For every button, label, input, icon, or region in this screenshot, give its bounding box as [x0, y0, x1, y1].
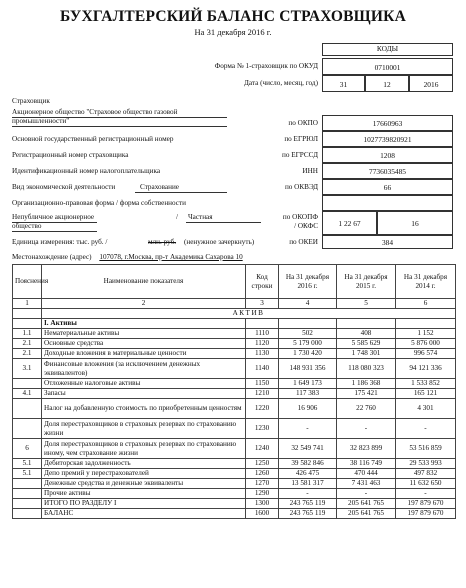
row-name: Депо премий у перестрахователей [42, 469, 246, 479]
date-day: 31 [322, 75, 365, 92]
table-row [13, 379, 456, 389]
row-name: Нематериальные активы [42, 329, 246, 339]
date-label: Дата (число, месяц, год) [243, 79, 318, 87]
subsection-blank [246, 319, 279, 329]
row-value-2016: 1 649 173 [279, 379, 337, 389]
okopf-label-line1: по ОКОПФ [282, 213, 318, 221]
row-value-2014: 165 121 [396, 389, 456, 399]
row-value-2015: 22 760 [337, 399, 396, 419]
ownership-value: Частная [188, 213, 213, 221]
row-value-2014: 94 121 336 [396, 359, 456, 379]
row-value-2014: 197 879 670 [396, 499, 456, 509]
header-code: Код строки [246, 265, 279, 299]
table-row [13, 469, 456, 479]
address-line [12, 253, 243, 262]
address-value: 107078, г.Москва, пр-т Академика Сахарова 10 [99, 253, 243, 261]
row-value-2015: - [337, 419, 396, 439]
inn-code: 7736035485 [322, 163, 453, 179]
okei-label: по ОКЕИ [289, 238, 318, 246]
subsection-blank [279, 319, 337, 329]
col-number: 2 [42, 299, 246, 309]
table-row [13, 479, 456, 489]
row-code: 1240 [246, 439, 279, 459]
table-row [13, 439, 456, 459]
row-value-2015: 1 186 368 [337, 379, 396, 389]
header-2015: На 31 декабря 2015 г. [337, 265, 396, 299]
inn-desc: Идентификационный номер налогоплательщика [12, 167, 161, 175]
row-value-2015: 175 421 [337, 389, 396, 399]
row-note [13, 419, 42, 439]
ogrn-label: по ЕГРЮЛ [284, 135, 318, 143]
row-value-2014: 1 533 852 [396, 379, 456, 389]
table-row [13, 339, 456, 349]
row-code: 1600 [246, 509, 279, 519]
row-note [13, 379, 42, 389]
row-value-2016: 148 931 356 [279, 359, 337, 379]
col-number: 6 [396, 299, 456, 309]
row-value-2014: 29 533 993 [396, 459, 456, 469]
balance-table [12, 264, 456, 519]
row-name: Дебиторская задолженность [42, 459, 246, 469]
table-row [13, 349, 456, 359]
row-value-2015: 205 641 765 [337, 499, 396, 509]
row-code: 1230 [246, 419, 279, 439]
okpo-code: 17660963 [322, 115, 453, 131]
row-value-2016: 502 [279, 329, 337, 339]
okpo-label: по ОКПО [288, 119, 318, 127]
row-code: 1260 [246, 469, 279, 479]
okud-label: Форма № 1-страховщик по ОКУД [214, 62, 318, 70]
reg-label: по ЕГРССД [281, 151, 318, 159]
row-value-2014: 1 152 [396, 329, 456, 339]
row-value-2016: 16 906 [279, 399, 337, 419]
row-value-2016: 5 179 000 [279, 339, 337, 349]
header-note: Пояснения [13, 265, 42, 299]
row-code: 1210 [246, 389, 279, 399]
reg-code: 1208 [322, 147, 453, 163]
page-title: БУХГАЛТЕРСКИЙ БАЛАНС СТРАХОВЩИКА [60, 8, 406, 25]
date-year: 2016 [409, 75, 453, 92]
subsection-title: I. Активы [42, 319, 246, 329]
row-note: 4.1 [13, 389, 42, 399]
activity-desc: Вид экономической деятельности [12, 183, 116, 191]
row-name: Доля перестраховщиков в страховых резервах по страхованию жизни [42, 419, 246, 439]
insurer-underline-1 [12, 117, 227, 118]
row-value-2015: 470 444 [337, 469, 396, 479]
reg-desc: Регистрационный номер страховщика [12, 151, 129, 159]
row-note [13, 489, 42, 499]
legal-form-line2: общество [12, 222, 42, 230]
ownership-underline [186, 222, 261, 223]
okopf-code: 1 22 67 [322, 211, 377, 235]
row-name: Запасы [42, 389, 246, 399]
table-row [13, 359, 456, 379]
row-value-2016: 243 765 119 [279, 499, 337, 509]
row-name: Денежные средства и денежные эквиваленты [42, 479, 246, 489]
row-value-2014: 497 832 [396, 469, 456, 479]
row-value-2015: 5 585 629 [337, 339, 396, 349]
okved-code: 66 [322, 179, 453, 195]
row-code: 1300 [246, 499, 279, 509]
insurer-name-line2: промышленности" [12, 117, 70, 125]
row-note: 2.1 [13, 349, 42, 359]
col-number: 1 [13, 299, 42, 309]
okved-label: по ОКВЭД [284, 183, 318, 191]
row-name: ИТОГО ПО РАЗДЕЛУ I [42, 499, 246, 509]
okfs-code: 16 [377, 211, 453, 235]
row-value-2016: 39 582 846 [279, 459, 337, 469]
row-value-2016: - [279, 489, 337, 499]
row-name: Финансовые вложения (за исключением денежных эквивалентов) [42, 359, 246, 379]
header-2014: На 31 декабря 2014 г. [396, 265, 456, 299]
table-row [13, 499, 456, 509]
subsection-blank [337, 319, 396, 329]
row-value-2016: 1 730 420 [279, 349, 337, 359]
col-number: 3 [246, 299, 279, 309]
okud-code: 0710001 [322, 58, 453, 75]
row-code: 1270 [246, 479, 279, 489]
table-row [13, 489, 456, 499]
row-value-2015: 7 431 463 [337, 479, 396, 489]
row-name: Доходные вложения в материальные ценности [42, 349, 246, 359]
activity-underline [135, 192, 227, 193]
row-note: 5.1 [13, 469, 42, 479]
row-value-2014: 5 876 000 [396, 339, 456, 349]
row-note [13, 509, 42, 519]
legal-form-desc: Организационно-правовая форма / форма собственности [12, 199, 186, 207]
row-code: 1120 [246, 339, 279, 349]
empty-code-cell [322, 195, 453, 211]
section-title: АКТИВ [42, 309, 456, 319]
table-row [13, 329, 456, 339]
units-desc: Единица измерения: тыс. руб. / [12, 238, 108, 246]
subsection-blank [396, 319, 456, 329]
row-note [13, 399, 42, 419]
insurer-label: Страховщик [12, 97, 50, 105]
row-code: 1220 [246, 399, 279, 419]
ogrn-code: 1027739820921 [322, 131, 453, 147]
row-value-2014: 4 301 [396, 399, 456, 419]
row-name: Основные средства [42, 339, 246, 349]
row-note: 2.1 [13, 339, 42, 349]
table-row [13, 509, 456, 519]
table-row [13, 419, 456, 439]
row-note: 3.1 [13, 359, 42, 379]
row-value-2015: - [337, 489, 396, 499]
row-value-2014: 996 574 [396, 349, 456, 359]
row-code: 1150 [246, 379, 279, 389]
activity-value: Страхование [140, 183, 179, 191]
row-value-2014: 197 879 670 [396, 509, 456, 519]
row-value-2016: 32 549 741 [279, 439, 337, 459]
row-note [13, 479, 42, 489]
row-value-2016: 13 581 317 [279, 479, 337, 489]
row-value-2014: 11 632 650 [396, 479, 456, 489]
subsection-blank [13, 319, 42, 329]
units-strike: млн. руб. [148, 238, 177, 246]
okopf-label-line2: / ОКФС [294, 222, 318, 230]
row-value-2014: - [396, 419, 456, 439]
row-value-2014: - [396, 489, 456, 499]
legal-form-slash: / [176, 213, 178, 221]
row-value-2015: 118 080 323 [337, 359, 396, 379]
row-value-2014: 53 516 859 [396, 439, 456, 459]
ogrn-desc: Основной государственный регистрационный номер [12, 135, 174, 143]
row-value-2016: 243 765 119 [279, 509, 337, 519]
date-month: 12 [365, 75, 409, 92]
legal-form-underline-1 [12, 222, 97, 223]
insurer-name-line1: Акционерное общество "Страховое общество газовой [12, 108, 178, 116]
address-label-text: Местонахождение (адрес) [12, 253, 92, 261]
row-value-2015: 32 823 899 [337, 439, 396, 459]
header-name: Наименование показателя [42, 265, 246, 299]
row-note [13, 499, 42, 509]
table-row [13, 459, 456, 469]
header-2016: На 31 декабря 2016 г. [279, 265, 337, 299]
codes-header: КОДЫ [322, 43, 453, 56]
report-date: На 31 декабря 2016 г. [194, 27, 272, 37]
row-value-2016: 426 475 [279, 469, 337, 479]
row-name: БАЛАНС [42, 509, 246, 519]
row-name: Прочие активы [42, 489, 246, 499]
row-value-2016: 117 383 [279, 389, 337, 399]
col-number: 4 [279, 299, 337, 309]
row-note: 6 [13, 439, 42, 459]
inn-label: ИНН [302, 167, 318, 175]
row-code: 1110 [246, 329, 279, 339]
row-name: Отложенные налоговые активы [42, 379, 246, 389]
okei-code: 384 [322, 235, 453, 249]
col-number: 5 [337, 299, 396, 309]
row-note: 1.1 [13, 329, 42, 339]
row-note: 5.1 [13, 459, 42, 469]
row-code: 1290 [246, 489, 279, 499]
insurer-underline-2 [12, 126, 227, 127]
legal-form-line1: Непубличное акционерное [12, 213, 95, 221]
units-note: (ненужное зачеркнуть) [184, 238, 255, 246]
row-name: Налог на добавленную стоимость по приобретенным ценностям [42, 399, 246, 419]
table-row [13, 389, 456, 399]
row-code: 1130 [246, 349, 279, 359]
row-code: 1140 [246, 359, 279, 379]
row-value-2015: 38 116 749 [337, 459, 396, 469]
legal-form-underline-2 [12, 231, 97, 232]
row-value-2015: 1 748 301 [337, 349, 396, 359]
row-code: 1250 [246, 459, 279, 469]
section-blank [13, 309, 42, 319]
row-value-2015: 408 [337, 329, 396, 339]
row-value-2015: 205 641 765 [337, 509, 396, 519]
row-name: Доля перестраховщиков в страховых резервах по страхованию иному, чем страхование жизни [42, 439, 246, 459]
table-row [13, 399, 456, 419]
row-value-2016: - [279, 419, 337, 439]
